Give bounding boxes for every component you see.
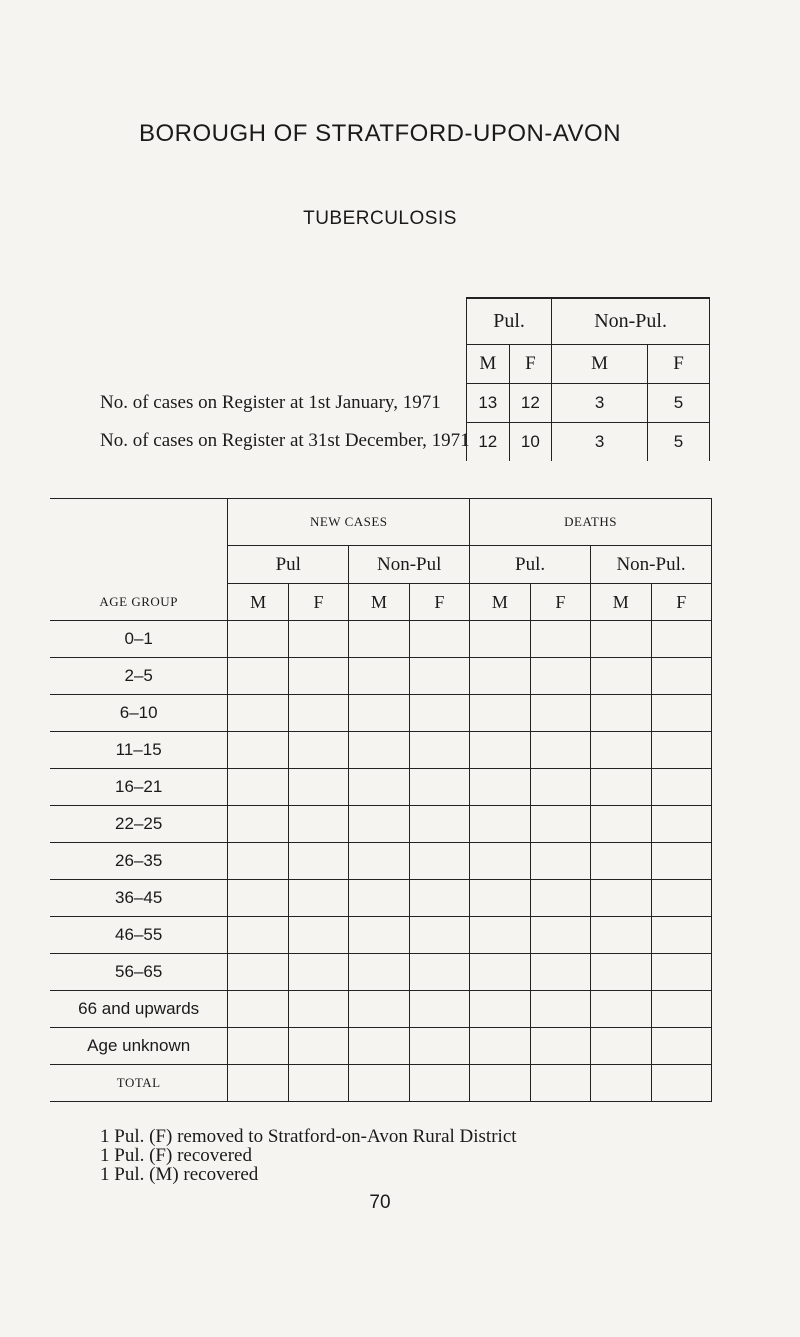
table-cell [288, 1065, 348, 1102]
table-cell [349, 658, 409, 695]
table-cell [591, 843, 651, 880]
register-cell: 5 [648, 423, 710, 462]
table-cell [228, 917, 288, 954]
table-cell [409, 1065, 469, 1102]
age-group-label: 36–45 [50, 880, 228, 917]
register-sex-header: F [648, 345, 710, 384]
register-cell: 5 [648, 384, 710, 423]
register-group-nonpul: Non-Pul. [552, 298, 710, 345]
table-cell [651, 917, 711, 954]
table-cell [530, 621, 590, 658]
table-cell [470, 769, 530, 806]
table-cell [530, 843, 590, 880]
table-cell [591, 880, 651, 917]
age-group-label: TOTAL [50, 1065, 228, 1102]
table-cell [651, 843, 711, 880]
table-cell [349, 843, 409, 880]
register-sex-header: M [467, 345, 510, 384]
age-group-label: 66 and upwards [50, 991, 228, 1028]
table-row [50, 991, 712, 1028]
table-row [50, 917, 712, 954]
register-row-labels [100, 390, 470, 466]
table-cell [530, 769, 590, 806]
table-cell [651, 1028, 711, 1065]
table-cell [470, 658, 530, 695]
table-cell [228, 769, 288, 806]
table-cell [470, 954, 530, 991]
table-cell [591, 1065, 651, 1102]
table-cell [409, 954, 469, 991]
table-cell [530, 1065, 590, 1102]
register-label-jan: No. of cases on Register at 1st January, 1971 [100, 392, 441, 413]
page-title: BOROUGH OF STRATFORD-UPON-AVON [138, 120, 622, 147]
table-row [50, 880, 712, 917]
footnotes [100, 1127, 517, 1184]
table-cell [288, 954, 348, 991]
register-cell: 3 [552, 423, 648, 462]
table-cell [228, 732, 288, 769]
table-cell [591, 917, 651, 954]
table-cell [409, 1028, 469, 1065]
table-cell [288, 917, 348, 954]
table-cell [288, 991, 348, 1028]
table-cell [470, 621, 530, 658]
register-sex-header: F [509, 345, 552, 384]
sex-header: F [530, 584, 590, 621]
register-sex-header: M [552, 345, 648, 384]
table-cell [409, 732, 469, 769]
table-cell [651, 695, 711, 732]
table-cell [409, 658, 469, 695]
table-cell [591, 954, 651, 991]
table-cell [530, 658, 590, 695]
table-cell [470, 1028, 530, 1065]
table-cell [470, 843, 530, 880]
table-cell [409, 843, 469, 880]
table-cell [228, 806, 288, 843]
table-cell [530, 954, 590, 991]
subgroup-header: Pul [228, 546, 349, 584]
sex-header: F [409, 584, 469, 621]
register-cell: 13 [467, 384, 510, 423]
table-cell [530, 695, 590, 732]
table-cell [349, 917, 409, 954]
table-cell [470, 695, 530, 732]
table-row [50, 843, 712, 880]
age-group-label: 11–15 [50, 732, 228, 769]
footnote: 1 Pul. (M) recovered [100, 1164, 259, 1185]
subgroup-header: Pul. [470, 546, 591, 584]
table-cell [288, 769, 348, 806]
table-cell [288, 806, 348, 843]
table-cell [530, 806, 590, 843]
table-row [50, 621, 712, 658]
sex-header: F [288, 584, 348, 621]
age-group-label: 22–25 [50, 806, 228, 843]
table-row [50, 695, 712, 732]
table-cell [591, 732, 651, 769]
table-cell [530, 991, 590, 1028]
table-cell [470, 917, 530, 954]
sex-header: M [591, 584, 651, 621]
register-label-dec: No. of cases on Register at 31st December, 1971 [100, 430, 470, 451]
sex-header: M [349, 584, 409, 621]
table-cell [651, 732, 711, 769]
table-cell [591, 621, 651, 658]
table-cell [409, 806, 469, 843]
table-cell [409, 695, 469, 732]
register-cell: 10 [509, 423, 552, 462]
sex-header: F [651, 584, 711, 621]
table-cell [591, 695, 651, 732]
table-cell [651, 991, 711, 1028]
table-cell [651, 658, 711, 695]
table-row [50, 732, 712, 769]
table-cell [349, 621, 409, 658]
table-cell [288, 880, 348, 917]
table-cell [349, 991, 409, 1028]
table-cell [228, 880, 288, 917]
table-cell [530, 732, 590, 769]
age-group-label: 6–10 [50, 695, 228, 732]
table-cell [228, 991, 288, 1028]
age-group-label: 2–5 [50, 658, 228, 695]
table-cell [228, 843, 288, 880]
table-cell [530, 917, 590, 954]
register-cell: 12 [467, 423, 510, 462]
register-cell: 12 [509, 384, 552, 423]
table-cell [591, 806, 651, 843]
table-cell [288, 1028, 348, 1065]
table-cell [228, 1065, 288, 1102]
table-cell [228, 658, 288, 695]
table-cell [470, 880, 530, 917]
table-cell [651, 880, 711, 917]
table-cell [349, 1065, 409, 1102]
table-cell [591, 658, 651, 695]
page-number: 70 [369, 1192, 391, 1213]
age-group-header: AGE GROUP [50, 499, 228, 621]
age-group-label: 46–55 [50, 917, 228, 954]
table-row [50, 954, 712, 991]
table-cell [409, 880, 469, 917]
table-cell [349, 806, 409, 843]
table-cell [349, 732, 409, 769]
register-cell: 3 [552, 384, 648, 423]
page-subtitle: TUBERCULOSIS [303, 208, 457, 229]
table-cell [349, 880, 409, 917]
table-row [50, 658, 712, 695]
footnote: 1 Pul. (F) recovered [100, 1145, 252, 1166]
table-cell [228, 954, 288, 991]
table-cell [470, 806, 530, 843]
new-cases-header: NEW CASES [228, 499, 470, 546]
table-cell [349, 695, 409, 732]
footnote: 1 Pul. (F) removed to Stratford-on-Avon Rural District [100, 1126, 517, 1147]
deaths-header: DEATHS [470, 499, 712, 546]
table-cell [651, 954, 711, 991]
table-cell [591, 991, 651, 1028]
table-cell [288, 658, 348, 695]
table-cell [349, 1028, 409, 1065]
age-group-label: 16–21 [50, 769, 228, 806]
table-cell [228, 621, 288, 658]
register-group-pul: Pul. [467, 298, 552, 345]
table-cell [470, 991, 530, 1028]
register-table [466, 297, 710, 461]
table-cell [470, 1065, 530, 1102]
table-cell [651, 769, 711, 806]
subgroup-header: Non-Pul. [591, 546, 712, 584]
age-group-label: 0–1 [50, 621, 228, 658]
table-cell [409, 621, 469, 658]
table-cell [530, 880, 590, 917]
table-cell [228, 1028, 288, 1065]
subgroup-header: Non-Pul [349, 546, 470, 584]
table-cell [651, 621, 711, 658]
table-cell [409, 769, 469, 806]
table-cell [349, 954, 409, 991]
table-cell [651, 806, 711, 843]
table-cell [349, 769, 409, 806]
age-group-label: Age unknown [50, 1028, 228, 1065]
table-row [50, 1028, 712, 1065]
sex-header: M [228, 584, 288, 621]
age-group-label: 26–35 [50, 843, 228, 880]
age-group-table [50, 498, 712, 1102]
sex-header: M [470, 584, 530, 621]
table-cell [288, 732, 348, 769]
table-cell [651, 1065, 711, 1102]
table-cell [530, 1028, 590, 1065]
table-row [50, 806, 712, 843]
table-cell [288, 843, 348, 880]
table-cell [591, 769, 651, 806]
table-row [50, 769, 712, 806]
table-cell [228, 695, 288, 732]
table-cell [288, 695, 348, 732]
table-cell [591, 1028, 651, 1065]
table-cell [288, 621, 348, 658]
table-cell [409, 917, 469, 954]
age-group-label: 56–65 [50, 954, 228, 991]
table-cell [470, 732, 530, 769]
table-row [50, 1065, 712, 1102]
table-cell [409, 991, 469, 1028]
